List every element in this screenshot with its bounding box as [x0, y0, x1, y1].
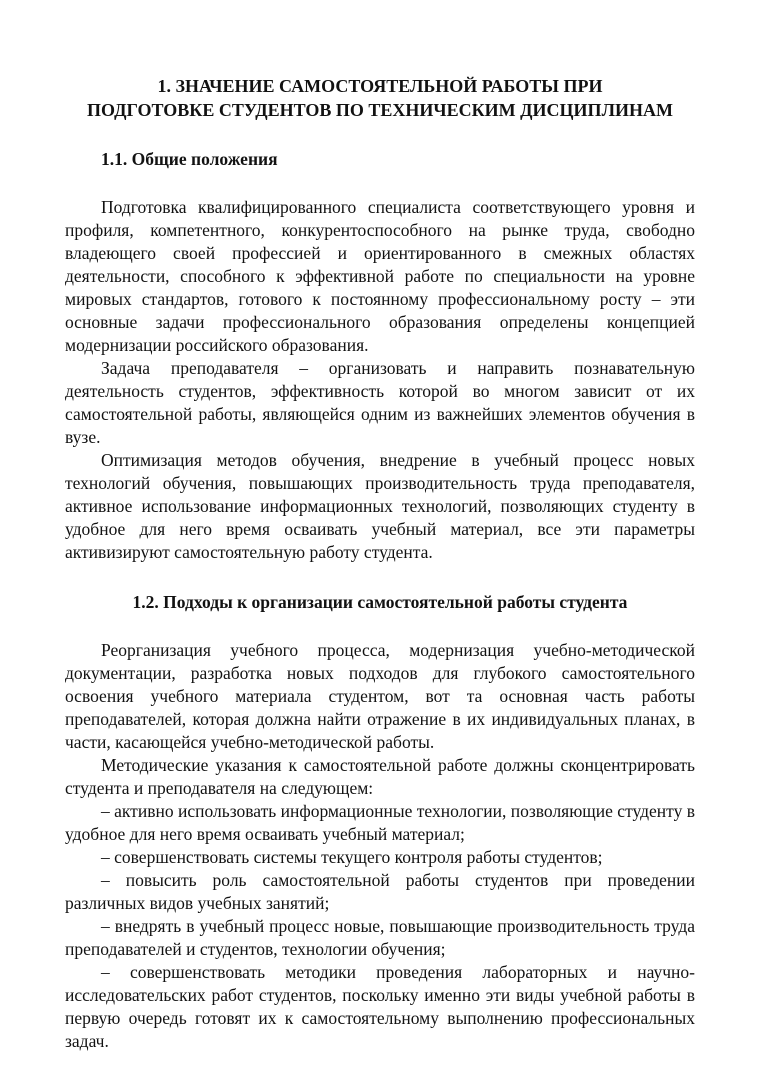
chapter-title-line-1: 1. ЗНАЧЕНИЕ САМОСТОЯТЕЛЬНОЙ РАБОТЫ ПРИ	[157, 76, 603, 96]
section-heading-1-1: 1.1. Общие положения	[101, 149, 278, 169]
list-item-info-technologies: – активно использовать информационные технологии, позволяющие студенту в удобное для него время осваивать учебный материал;	[65, 801, 695, 844]
chapter-title-line-2: ПОДГОТОВКЕ СТУДЕНТОВ ПО ТЕХНИЧЕСКИМ ДИСЦИПЛИНАМ	[87, 100, 673, 120]
section-heading-1-2: 1.2. Подходы к организации самостоятельной работы студента	[132, 592, 628, 612]
paragraph-optimization: Оптимизация методов обучения, внедрение в учебный процесс новых технологий обучения, повышающих производительность труда преподавателя, активное использование информационных технологий, позволяющих студенту в удобное для него время осваивать учебный материал, все эти параметры активизируют самостоятельную работу студента.	[65, 450, 695, 562]
paragraph-method-guidelines: Методические указания к самостоятельной работе должны сконцентрировать студента и преподавателя на следующем:	[65, 755, 695, 798]
list-item-raise-role: – повысить роль самостоятельной работы студентов при проведении различных видов учебных занятий;	[65, 870, 695, 913]
list-item-control-systems: – совершенствовать системы текущего контроля работы студентов;	[101, 847, 603, 867]
paragraph-teacher-task: Задача преподавателя – организовать и направить познавательную деятельность студентов, эффективность которой во многом зависит от их самостоятельной работы, являющейся одним из важнейших элементов обучения в вузе.	[65, 358, 695, 447]
chapter-title	[65, 74, 695, 122]
list-item-lab-methods: – совершенствовать методики проведения лабораторных и научно-исследовательских работ студентов, поскольку именно эти виды учебной работы в первую очередь готовят их к самостоятельному выполнению профессиональных задач.	[65, 962, 695, 1051]
paragraph-reorganization: Реорганизация учебного процесса, модернизация учебно-методической документации, разработка новых подходов для глубокого самостоятельного освоения учебного материала студентом, вот та основная часть работы преподавателей, которая должна найти отражение в их индивидуальных планах, в части, касающейся учебно-методической работы.	[65, 640, 695, 752]
list-item-new-technologies: – внедрять в учебный процесс новые, повышающие производительность труда преподавателей и студентов, технологии обучения;	[65, 916, 695, 959]
paragraph-training-goals: Подготовка квалифицированного специалиста соответствующего уровня и профиля, компетентного, конкурентоспособного на рынке труда, свободно владеющего своей профессией и ориентированного в смежных областях деятельности, способного к эффективной работе по специальности на уровне мировых стандартов, готового к постоянному профессиональному росту – эти основные задачи профессионального образования определены концепцией модернизации российского образования.	[65, 197, 695, 355]
